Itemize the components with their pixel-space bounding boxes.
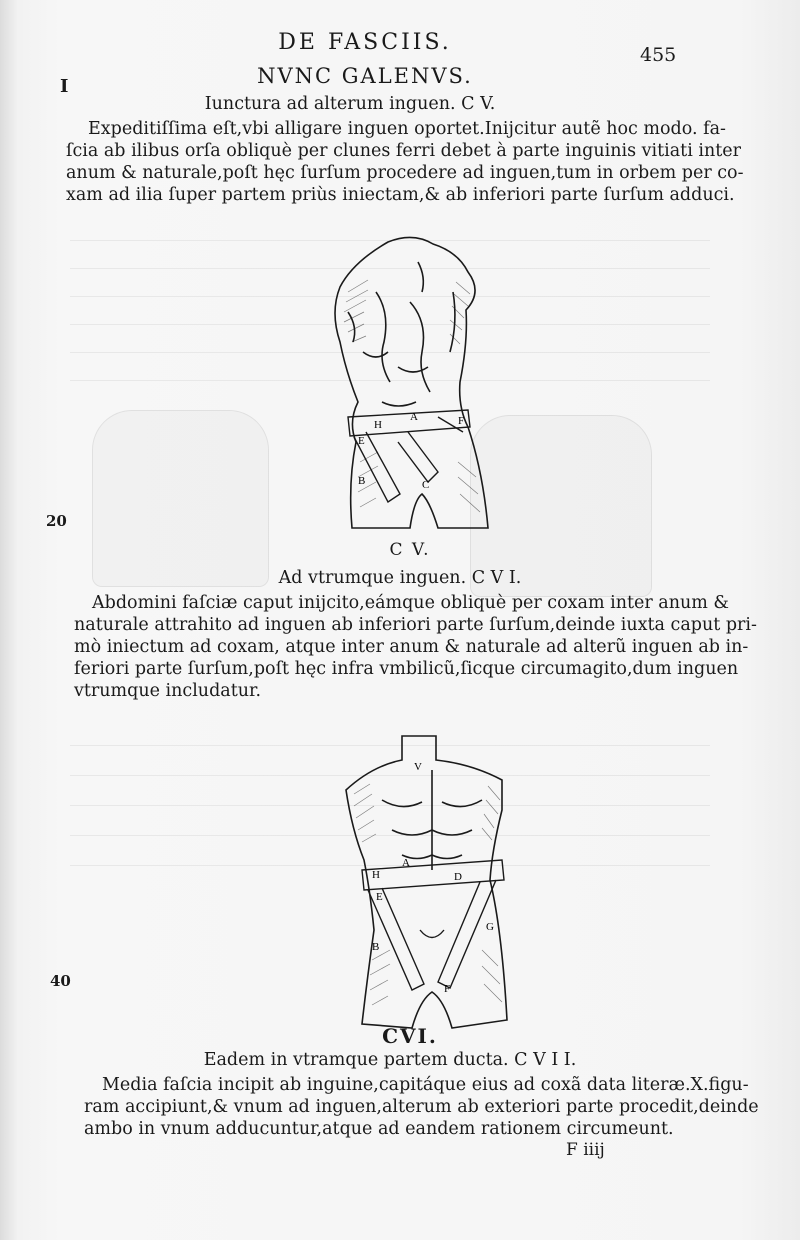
figure-letter: V: [414, 761, 422, 773]
running-head: DE FASCIIS.: [278, 30, 452, 55]
section-subhead: NVNC GALENVS.: [257, 64, 473, 88]
figure-letter: H: [374, 419, 382, 431]
bleed-through-torso-left: [92, 410, 269, 587]
text-line: anum & naturale,poſt hęc ſurſum procedere ad inguen,tum in orbem per co-: [66, 163, 744, 183]
margin-line-mark: I: [60, 76, 69, 97]
figure-letter: D: [454, 871, 462, 883]
text-line: naturale attrahito ad inguen ab inferiori parte ſurſum,deinde iuxta caput pri-: [74, 615, 757, 635]
figure-letter: A: [410, 411, 418, 423]
paragraph-cv: [66, 118, 744, 206]
figure-letter: C: [422, 479, 430, 491]
figure-letter: B: [372, 941, 380, 953]
section-title-cvi: Ad vtrumque inguen. C V I.: [278, 568, 522, 588]
figure-letter: F: [458, 415, 465, 427]
figure-letter: E: [358, 435, 365, 447]
paragraph-cvii: [84, 1074, 759, 1140]
figure-label-cv: C V.: [389, 540, 431, 560]
text-line: ram accipiunt,& vnum ad inguen,alterum ab exteriori parte procedit,deinde: [84, 1097, 759, 1117]
margin-line-number-20: 20: [46, 512, 67, 530]
woodcut-figure-cv: [318, 232, 538, 542]
section-title-cv: Iunctura ad alterum inguen. C V.: [204, 94, 496, 114]
paragraph-cvi: [74, 592, 757, 702]
section-title-cvii: Eadem in vtramque partem ducta. C V I I.: [203, 1050, 577, 1070]
margin-line-number-40: 40: [50, 972, 71, 990]
text-line: ſcia ab ilibus orſa obliquè per clunes ferri debet à parte inguinis vitiati inter: [66, 141, 741, 161]
text-line: xam ad ilia ſuper partem priùs iniectam,& ab inferiori parte ſurſum adduci.: [66, 185, 735, 205]
text-line: Expeditiſſima eſt,vbi alligare inguen oportet.Inijcitur autẽ hoc modo. fa-: [88, 119, 726, 139]
figure-letter: E: [376, 891, 383, 903]
figure-letter: F: [444, 983, 451, 995]
text-line: Abdomini faſciæ caput inijcito,eámque obliquè per coxam inter anum &: [92, 593, 729, 613]
page-number: 455: [640, 44, 677, 66]
bandage-cvi: [362, 860, 504, 990]
figure-letter: A: [402, 857, 410, 869]
woodcut-figure-cvi: [332, 730, 532, 1030]
text-line: feriori parte ſurſum,poſt hęc infra vmbilicũ,ſicque circumagito,dum inguen: [74, 659, 739, 679]
text-line: mò iniectum ad coxam, atque inter anum & naturale ad alterũ inguen ab in-: [74, 637, 749, 657]
signature-mark: F iiij: [566, 1140, 605, 1160]
figure-letter: G: [486, 921, 494, 933]
text-line: Media faſcia incipit ab inguine,capitáque eius ad coxã data literæ.X.figu-: [102, 1075, 749, 1095]
figure-label-cvi: CVI.: [382, 1024, 438, 1048]
text-line: ambo in vnum adducuntur,atque ad eandem rationem circumeunt.: [84, 1119, 674, 1139]
bandage-cv: [348, 410, 470, 502]
text-line: vtrumque includatur.: [74, 681, 262, 701]
figure-letter: H: [372, 869, 380, 881]
figure-letter: B: [358, 475, 366, 487]
